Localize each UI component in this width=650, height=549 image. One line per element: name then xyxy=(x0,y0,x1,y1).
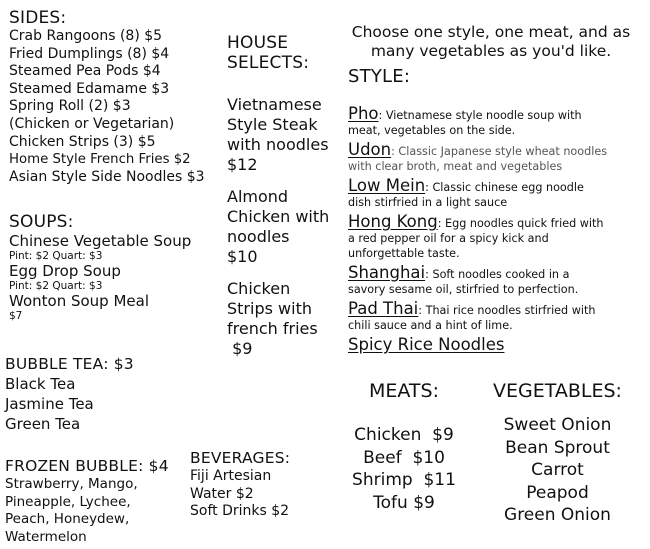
item-price: $10 xyxy=(227,247,258,266)
style-desc: chili sauce and a hint of lime. xyxy=(348,319,513,332)
style-name: Shanghai xyxy=(348,263,426,282)
meats-list xyxy=(344,424,464,514)
meat-item: Tofu $9 xyxy=(373,492,435,513)
meat-item: Chicken $9 xyxy=(354,425,454,445)
style-desc: savory sesame oil, stirfried to perfection. xyxy=(348,283,579,296)
bubble-tea-heading: BUBBLE TEA: $3 xyxy=(5,355,134,373)
soup-price: $7 xyxy=(9,310,23,322)
meat-item: Shrimp $11 xyxy=(352,470,456,490)
beverages-section xyxy=(190,448,290,521)
heading-line: HOUSE xyxy=(227,33,289,53)
soup-price: Pint: $2 Quart: $3 xyxy=(9,280,103,292)
beverage-line: Fiji Artesian xyxy=(190,468,272,484)
menu-item-note: (Chicken or Vegetarian) xyxy=(9,115,175,132)
house-selects-section xyxy=(227,33,329,371)
menu-item: Home Style French Fries $2 xyxy=(9,152,191,168)
style-desc: meat, vegetables on the side. xyxy=(348,124,516,137)
vegetable-item: Bean Sprout xyxy=(505,437,610,458)
style-name: Pad Thai xyxy=(348,299,419,318)
sides-section xyxy=(9,8,205,186)
meats-heading: MEATS: xyxy=(369,380,439,402)
frozen-line: Pineapple, Lychee, xyxy=(5,493,131,510)
style-desc: dish stirfried in a light sauce xyxy=(348,196,508,209)
soups-section xyxy=(9,212,191,322)
frozen-line: Strawberry, Mango, xyxy=(5,476,138,492)
style-name: Hong Kong xyxy=(348,212,438,231)
frozen-bubble-section xyxy=(5,456,169,546)
style-desc: : Classic chinese egg noodle xyxy=(425,181,584,194)
tea-item: Jasmine Tea xyxy=(5,395,94,413)
frozen-bubble-heading: FROZEN BUBBLE: $4 xyxy=(5,457,169,475)
bubble-tea-section xyxy=(5,354,134,434)
style-name: Pho xyxy=(348,104,379,123)
item-line: Style Steak xyxy=(227,115,318,134)
item-line: french fries xyxy=(227,319,318,338)
style-entry-udon xyxy=(348,140,643,174)
house-select-item xyxy=(227,187,329,267)
intro-text xyxy=(346,23,636,61)
vegetable-item: Sweet Onion xyxy=(503,415,612,435)
tea-item: Green Tea xyxy=(5,415,81,433)
style-list xyxy=(348,104,643,354)
soup-name: Chinese Vegetable Soup xyxy=(9,232,192,250)
menu-item: Chicken Strips (3) $5 xyxy=(9,133,156,150)
frozen-line: Peach, Honeydew, xyxy=(5,511,130,528)
style-desc: : Thai rice noodles stirfried with xyxy=(418,304,596,317)
house-select-item xyxy=(227,95,329,175)
style-desc: a red pepper oil for a spicy kick and xyxy=(348,232,549,245)
intro-line: many vegetables as you'd like. xyxy=(370,42,612,60)
item-price: $12 xyxy=(227,155,258,174)
style-desc: unforgettable taste. xyxy=(348,247,460,260)
menu-item: Asian Style Side Noodles $3 xyxy=(9,168,205,185)
tea-item: Black Tea xyxy=(5,375,76,393)
style-desc: with clear broth, meat and vegetables xyxy=(348,160,563,173)
style-desc: : Egg noodles quick fried with xyxy=(437,217,604,230)
soup-price: Pint: $2 Quart: $3 xyxy=(9,250,103,262)
meat-item: Beef $10 xyxy=(363,447,445,468)
sides-heading: SIDES: xyxy=(9,8,67,28)
house-select-item xyxy=(227,279,329,359)
style-name: Low Mein xyxy=(348,176,426,195)
vegetable-item: Green Onion xyxy=(504,505,611,525)
frozen-line: Watermelon xyxy=(5,528,87,545)
meats-section xyxy=(344,380,464,514)
vegetables-section xyxy=(490,380,625,527)
item-line: noodles xyxy=(227,227,290,246)
menu-item: Steamed Edamame $3 xyxy=(9,80,170,97)
vegetable-item: Peapod xyxy=(526,482,589,503)
soups-heading: SOUPS: xyxy=(9,212,74,232)
beverage-line: Soft Drinks $2 xyxy=(190,503,290,520)
style-entry-hong-kong xyxy=(348,212,643,261)
menu-item: Steamed Pea Pods $4 xyxy=(9,63,161,80)
style-desc: : Soft noodles cooked in a xyxy=(425,268,570,281)
soup-name: Wonton Soup Meal xyxy=(9,292,149,310)
beverages-heading: BEVERAGES: xyxy=(190,449,291,467)
heading-line: SELECTS: xyxy=(227,53,310,73)
style-entry-shanghai xyxy=(348,263,643,297)
menu-item: Crab Rangoons (8) $5 xyxy=(9,28,163,44)
beverage-line: Water $2 xyxy=(190,485,254,502)
vegetables-list xyxy=(490,414,625,527)
style-entry-low-mein xyxy=(348,176,643,210)
item-line: Almond xyxy=(227,187,289,206)
style-entry-spicy-rice-noodles: Spicy Rice Noodles xyxy=(348,335,505,354)
item-price: $9 xyxy=(227,339,253,358)
item-line: Chicken xyxy=(227,279,291,298)
style-name: Udon xyxy=(348,140,392,159)
house-selects-heading xyxy=(227,33,329,73)
item-line: with noodles xyxy=(227,135,329,154)
item-line: Strips with xyxy=(227,299,312,318)
menu-item: Spring Roll (2) $3 xyxy=(9,98,131,115)
item-line: Chicken with xyxy=(227,207,330,226)
style-entry-pho xyxy=(348,104,643,138)
item-line: Vietnamese xyxy=(227,95,322,114)
menu-item: Fried Dumplings (8) $4 xyxy=(9,45,170,62)
style-desc: : Vietnamese style noodle soup with xyxy=(378,109,582,122)
style-heading: STYLE: xyxy=(348,66,411,87)
style-entry-pad-thai xyxy=(348,299,643,333)
style-desc: : Classic Japanese style wheat noodles xyxy=(391,145,608,158)
soup-name: Egg Drop Soup xyxy=(9,262,121,280)
intro-line: Choose one style, one meat, and as xyxy=(351,23,631,41)
vegetable-item: Carrot xyxy=(531,460,584,480)
vegetables-heading: VEGETABLES: xyxy=(493,380,622,402)
